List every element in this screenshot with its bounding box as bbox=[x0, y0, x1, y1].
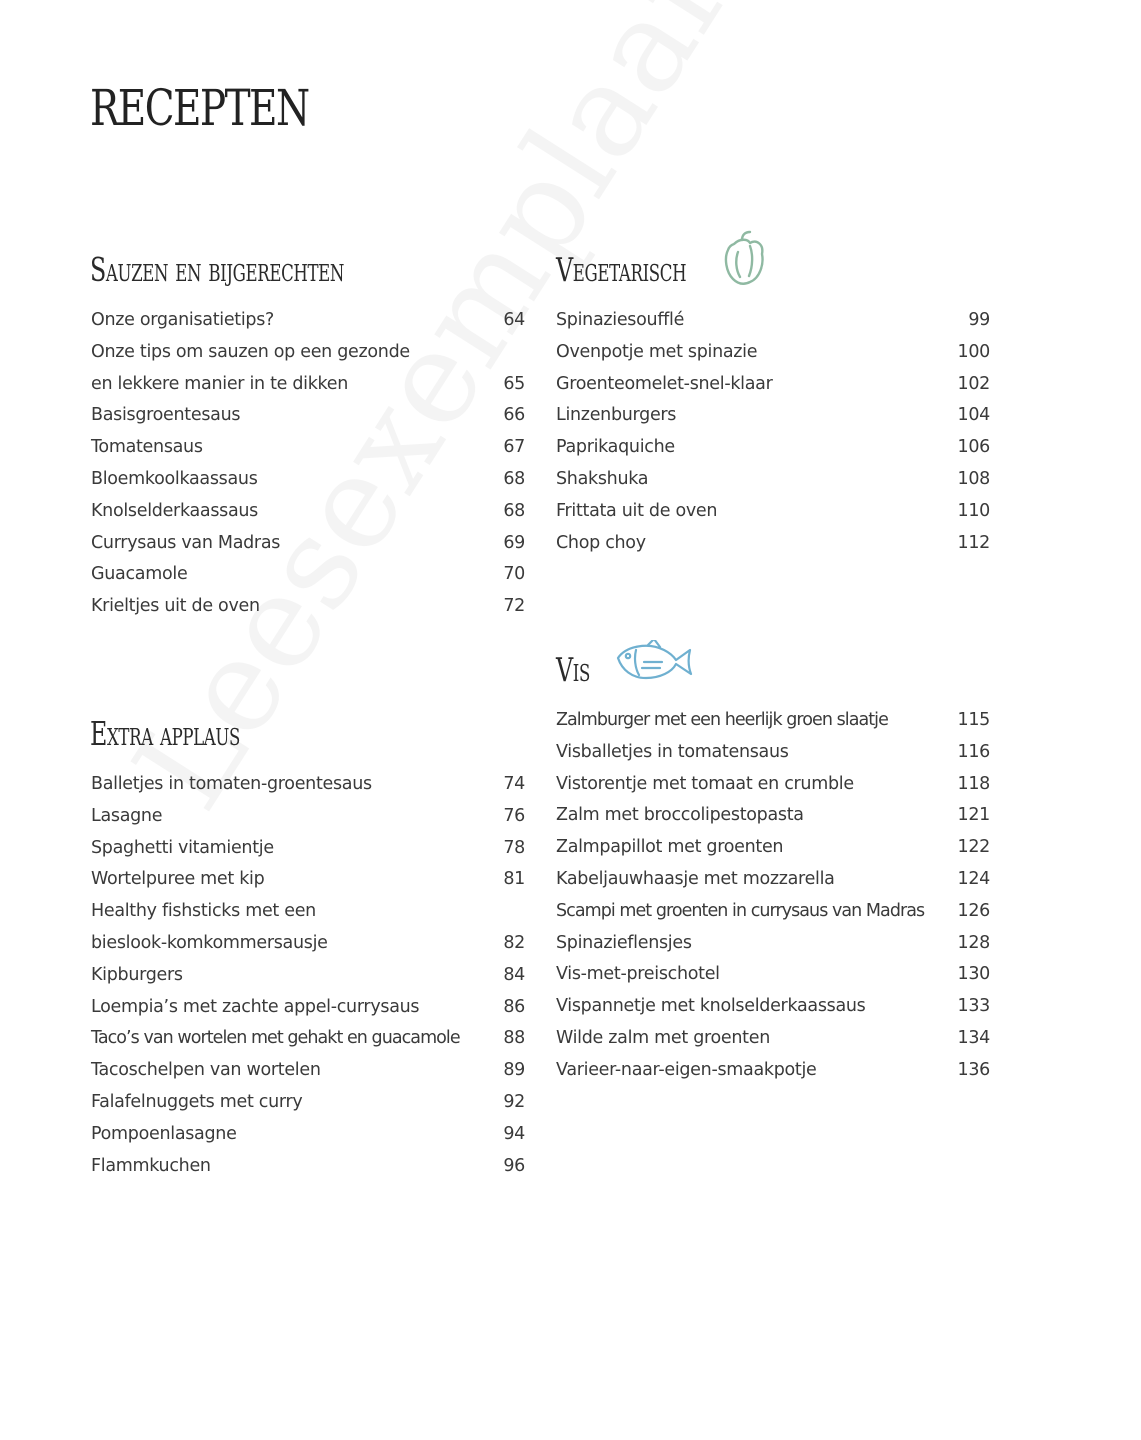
toc-entry bbox=[91, 960, 525, 992]
recipe-title: Loempia’s met zachte appel-currysaus bbox=[91, 996, 420, 1017]
page-number: 94 bbox=[503, 1123, 525, 1144]
toc-entry bbox=[556, 769, 990, 801]
page-number: 112 bbox=[957, 532, 990, 553]
recipe-title: Kabeljauwhaasje met mozzarella bbox=[556, 868, 835, 889]
toc-entry bbox=[91, 992, 525, 1024]
recipe-title: Guacamole bbox=[91, 564, 188, 585]
page-number: 78 bbox=[503, 837, 525, 858]
page-number: 70 bbox=[503, 564, 525, 585]
recipe-title: Onze organisatietips? bbox=[91, 310, 275, 330]
recipe-title: Vistorentje met tomaat en crumble bbox=[556, 773, 854, 794]
page-number: 136 bbox=[957, 1059, 990, 1080]
recipe-title: Zalm met broccolipestopasta bbox=[556, 805, 804, 826]
toc-entry bbox=[556, 337, 990, 369]
toc-entry bbox=[556, 705, 990, 737]
page-number: 72 bbox=[503, 596, 525, 617]
toc-entry bbox=[556, 464, 990, 496]
toc-entry bbox=[91, 432, 525, 464]
page-number: 130 bbox=[957, 964, 990, 985]
section-heading-vegetarisch: Vegetarisch bbox=[556, 250, 687, 289]
page-number: 115 bbox=[957, 710, 990, 730]
recipe-title: Zalmpapillot met groenten bbox=[556, 837, 784, 858]
recipe-title: Groenteomelet-snel-klaar bbox=[556, 373, 773, 394]
page-number: 65 bbox=[503, 373, 525, 394]
toc-entry bbox=[556, 400, 990, 432]
recipe-title: Balletjes in tomaten-groentesaus bbox=[91, 774, 372, 794]
page-number: 96 bbox=[503, 1155, 525, 1176]
page-number: 82 bbox=[503, 932, 525, 953]
recipe-title: bieslook-komkommersausje bbox=[91, 932, 328, 953]
section-heading-extra: Extra applaus bbox=[90, 714, 240, 753]
fish-icon bbox=[614, 640, 694, 684]
toc-entry bbox=[91, 591, 525, 623]
page-number: 69 bbox=[503, 532, 525, 553]
page-number: 126 bbox=[957, 900, 990, 921]
recipe-title: Zalmburger met een heerlijk groen slaatje bbox=[556, 710, 888, 730]
page-number: 68 bbox=[503, 468, 525, 489]
page-number: 100 bbox=[957, 341, 990, 362]
page-number: 68 bbox=[503, 500, 525, 521]
toc-entry bbox=[91, 528, 525, 560]
toc-entry bbox=[556, 496, 990, 528]
toc-entry bbox=[556, 369, 990, 401]
page-number: 122 bbox=[957, 837, 990, 858]
toc-entry bbox=[91, 896, 525, 928]
page-number: 66 bbox=[503, 405, 525, 426]
page-title: RECEPTEN bbox=[90, 79, 309, 137]
recipe-title: Wortelpuree met kip bbox=[91, 869, 265, 890]
recipe-title: Bloemkoolkaassaus bbox=[91, 468, 258, 489]
recipe-title: Chop choy bbox=[556, 532, 646, 553]
recipe-title: Linzenburgers bbox=[556, 405, 677, 426]
toc-entry bbox=[91, 769, 525, 801]
toc-entry bbox=[91, 1055, 525, 1087]
toc-entry bbox=[91, 464, 525, 496]
page-number: 106 bbox=[957, 437, 990, 458]
toc-entry bbox=[556, 832, 990, 864]
recipe-title: Healthy fishsticks met een bbox=[91, 901, 316, 922]
page-number: 128 bbox=[957, 932, 990, 953]
toc-entry bbox=[556, 896, 990, 928]
page-number: 92 bbox=[503, 1091, 525, 1112]
recipe-title: Kipburgers bbox=[91, 964, 183, 985]
toc-entry bbox=[556, 864, 990, 896]
recipe-title: Falafelnuggets met curry bbox=[91, 1091, 303, 1112]
recipe-title: Knolselderkaassaus bbox=[91, 500, 258, 521]
page-number: 116 bbox=[957, 741, 990, 762]
toc-entry bbox=[91, 400, 525, 432]
toc-list-sauzen bbox=[91, 305, 525, 623]
page-number: 86 bbox=[503, 996, 525, 1017]
page-number: 133 bbox=[957, 996, 990, 1017]
page-number: 67 bbox=[503, 437, 525, 458]
recipe-title: Shakshuka bbox=[556, 468, 649, 489]
toc-entry bbox=[556, 1055, 990, 1087]
page-number: 102 bbox=[957, 373, 990, 394]
toc-entry bbox=[91, 369, 525, 401]
page-number: 121 bbox=[957, 805, 990, 826]
recipe-title: Ovenpotje met spinazie bbox=[556, 341, 758, 362]
toc-entry bbox=[91, 559, 525, 591]
recipe-title: Wilde zalm met groenten bbox=[556, 1027, 771, 1048]
toc-entry bbox=[91, 496, 525, 528]
recipe-title: Tacoschelpen van wortelen bbox=[91, 1060, 321, 1081]
page-number: 84 bbox=[503, 964, 525, 985]
recipe-title: Basisgroentesaus bbox=[91, 405, 241, 426]
recipe-title: Onze tips om sauzen op een gezonde bbox=[91, 341, 410, 362]
recipe-title: Flammkuchen bbox=[91, 1155, 211, 1176]
page-number: 99 bbox=[968, 310, 990, 330]
page-number: 88 bbox=[503, 1028, 525, 1049]
page-number: 81 bbox=[503, 869, 525, 890]
page-number: 64 bbox=[503, 310, 525, 330]
section-heading-sauzen: Sauzen en bijgerechten bbox=[90, 250, 345, 289]
recipe-title: Krieltjes uit de oven bbox=[91, 596, 260, 617]
recipe-title: Spinazieflensjes bbox=[556, 932, 692, 953]
recipe-title: Taco’s van wortelen met gehakt en guacamole bbox=[91, 1028, 460, 1049]
recipe-title: en lekkere manier in te dikken bbox=[91, 373, 349, 394]
toc-entry bbox=[556, 432, 990, 464]
page-number: 76 bbox=[503, 805, 525, 826]
toc-entry bbox=[556, 737, 990, 769]
recipe-title: Spaghetti vitamientje bbox=[91, 837, 274, 858]
toc-list-extra bbox=[91, 769, 525, 1182]
page-number: 110 bbox=[957, 500, 990, 521]
recipe-title: Paprikaquiche bbox=[556, 437, 675, 458]
toc-entry bbox=[91, 864, 525, 896]
recipe-title: Lasagne bbox=[91, 805, 163, 826]
recipe-title: Frittata uit de oven bbox=[556, 500, 718, 521]
toc-entry bbox=[556, 991, 990, 1023]
toc-entry bbox=[91, 1023, 525, 1055]
page-number: 108 bbox=[957, 468, 990, 489]
recipe-title: Vispannetje met knolselderkaassaus bbox=[556, 996, 866, 1017]
toc-entry bbox=[91, 833, 525, 865]
page-number: 74 bbox=[503, 774, 525, 794]
toc-entry bbox=[556, 800, 990, 832]
recipe-title: Scampi met groenten in currysaus van Madras bbox=[556, 900, 925, 921]
toc-entry bbox=[91, 1087, 525, 1119]
recipe-title: Currysaus van Madras bbox=[91, 532, 281, 553]
toc-entry bbox=[91, 1151, 525, 1183]
toc-entry bbox=[556, 528, 990, 560]
toc-list-vegetarisch bbox=[556, 305, 990, 559]
toc-entry bbox=[556, 959, 990, 991]
page-number: 104 bbox=[957, 405, 990, 426]
toc-entry bbox=[91, 1119, 525, 1151]
toc-entry bbox=[556, 1023, 990, 1055]
toc-list-vis bbox=[556, 705, 990, 1087]
toc-entry bbox=[91, 928, 525, 960]
recipe-title: Spinaziesoufflé bbox=[556, 310, 685, 330]
section-heading-vis: Vis bbox=[556, 650, 590, 689]
toc-entry bbox=[91, 337, 525, 369]
recipe-title: Pompoenlasagne bbox=[91, 1123, 237, 1144]
page-number: 124 bbox=[957, 868, 990, 889]
page-number: 89 bbox=[503, 1060, 525, 1081]
recipe-title: Tomatensaus bbox=[91, 437, 203, 458]
recipe-title: Visballetjes in tomatensaus bbox=[556, 741, 789, 762]
toc-entry bbox=[556, 928, 990, 960]
toc-entry bbox=[556, 305, 990, 337]
toc-entry bbox=[91, 801, 525, 833]
recipe-title: Varieer-naar-eigen-smaakpotje bbox=[556, 1059, 817, 1080]
toc-entry bbox=[91, 305, 525, 337]
page-number: 118 bbox=[957, 773, 990, 794]
bell-pepper-icon bbox=[720, 230, 768, 286]
recipe-title: Vis-met-preischotel bbox=[556, 964, 720, 985]
page-number: 134 bbox=[957, 1027, 990, 1048]
